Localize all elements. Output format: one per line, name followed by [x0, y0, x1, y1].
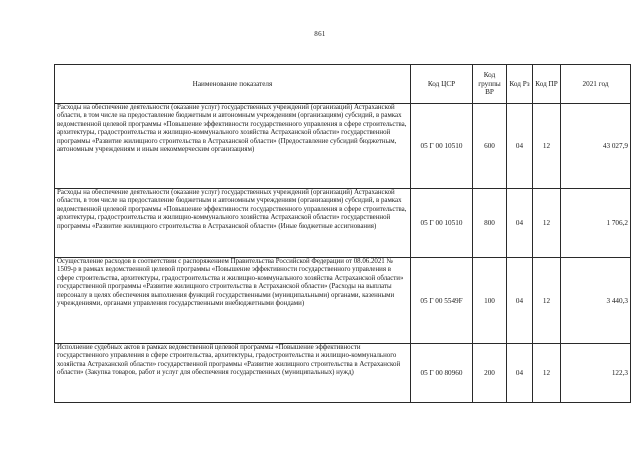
budget-table	[54, 64, 631, 403]
header-csr: Код ЦСР	[411, 65, 473, 104]
cell-csr: 05 Г 00 10510	[411, 104, 473, 189]
cell-rz: 04	[507, 189, 533, 258]
table-body	[55, 104, 631, 403]
table-row	[55, 189, 631, 258]
cell-vr: 100	[473, 258, 507, 344]
cell-name: Исполнение судебных актов в рамках ведомственной целевой программы «Повышение эффективности государственного управления в сфере строительства, архитектуры, градостроительства и жилищно-коммунального хозяйства Астраханской области» государственной программы «Развитие жилищного строительства в Астраханской области» (Закупка товаров, работ и услуг для обеспечения государственных (муниципальных) нужд)	[55, 344, 411, 403]
cell-pr: 12	[533, 258, 561, 344]
table-row	[55, 104, 631, 189]
header-name: Наименование показателя	[55, 65, 411, 104]
header-rz: Код Рз	[507, 65, 533, 104]
cell-amount: 3 440,3	[561, 258, 631, 344]
header-year: 2021 год	[561, 65, 631, 104]
cell-name: Осуществление расходов в соответствии с распоряжением Правительства Российской Федерации от 08.06.2021 № 1509-р в рамках ведомственной целевой программы «Повышение эффективности государственного управления в сфере строительства, архитектуры, градостроительства и жилищно-коммунального хозяйства Астраханской области» государственной программы «Развитие жилищного строительства в Астраханской области» (Расходы на выплаты персоналу в целях обеспечения выполнения функций государственными (муниципальными) органами, казенными учреждениями, органами управления государственными внебюджетными фондами)	[55, 258, 411, 344]
cell-csr: 05 Г 00 80960	[411, 344, 473, 403]
header-row	[55, 65, 631, 104]
header-pr: Код ПР	[533, 65, 561, 104]
cell-vr: 600	[473, 104, 507, 189]
cell-name: Расходы на обеспечение деятельности (оказание услуг) государственных учреждений (организаций) Астраханской области, в том числе на предоставление бюджетным и автономным учреждениям (организациям) субсидий, в рамках ведомственной целевой программы «Повышение эффективности государственного управления в сфере строительства, архитектуры, градостроительства и жилищно-коммунального хозяйства Астраханской области» государственной программы «Развитие жилищного строительства в Астраханской области» (Иные бюджетные ассигнования)	[55, 189, 411, 258]
cell-vr: 200	[473, 344, 507, 403]
cell-rz: 04	[507, 258, 533, 344]
cell-pr: 12	[533, 189, 561, 258]
cell-csr: 05 Г 00 5549F	[411, 258, 473, 344]
cell-pr: 12	[533, 104, 561, 189]
table-header	[55, 65, 631, 104]
cell-amount: 1 706,2	[561, 189, 631, 258]
table-row	[55, 258, 631, 344]
header-vr: Код группы ВР	[473, 65, 507, 104]
cell-name: Расходы на обеспечение деятельности (оказание услуг) государственных учреждений (организаций) Астраханской области, в том числе на предоставление бюджетным и автономным учреждениям (организациям) субсидий, в рамках ведомственной целевой программы «Повышение эффективности государственного управления в сфере строительства, архитектуры, градостроительства и жилищно-коммунального хозяйства Астраханской области» государственной программы «Развитие жилищного строительства в Астраханской области» (Предоставление субсидий бюджетным, автономным учреждениям и иным некоммерческим организациям)	[55, 104, 411, 189]
cell-amount: 122,3	[561, 344, 631, 403]
table-row	[55, 344, 631, 403]
cell-amount: 43 027,9	[561, 104, 631, 189]
cell-vr: 800	[473, 189, 507, 258]
page-number: 861	[314, 30, 326, 38]
cell-rz: 04	[507, 104, 533, 189]
cell-rz: 04	[507, 344, 533, 403]
cell-csr: 05 Г 00 10510	[411, 189, 473, 258]
cell-pr: 12	[533, 344, 561, 403]
